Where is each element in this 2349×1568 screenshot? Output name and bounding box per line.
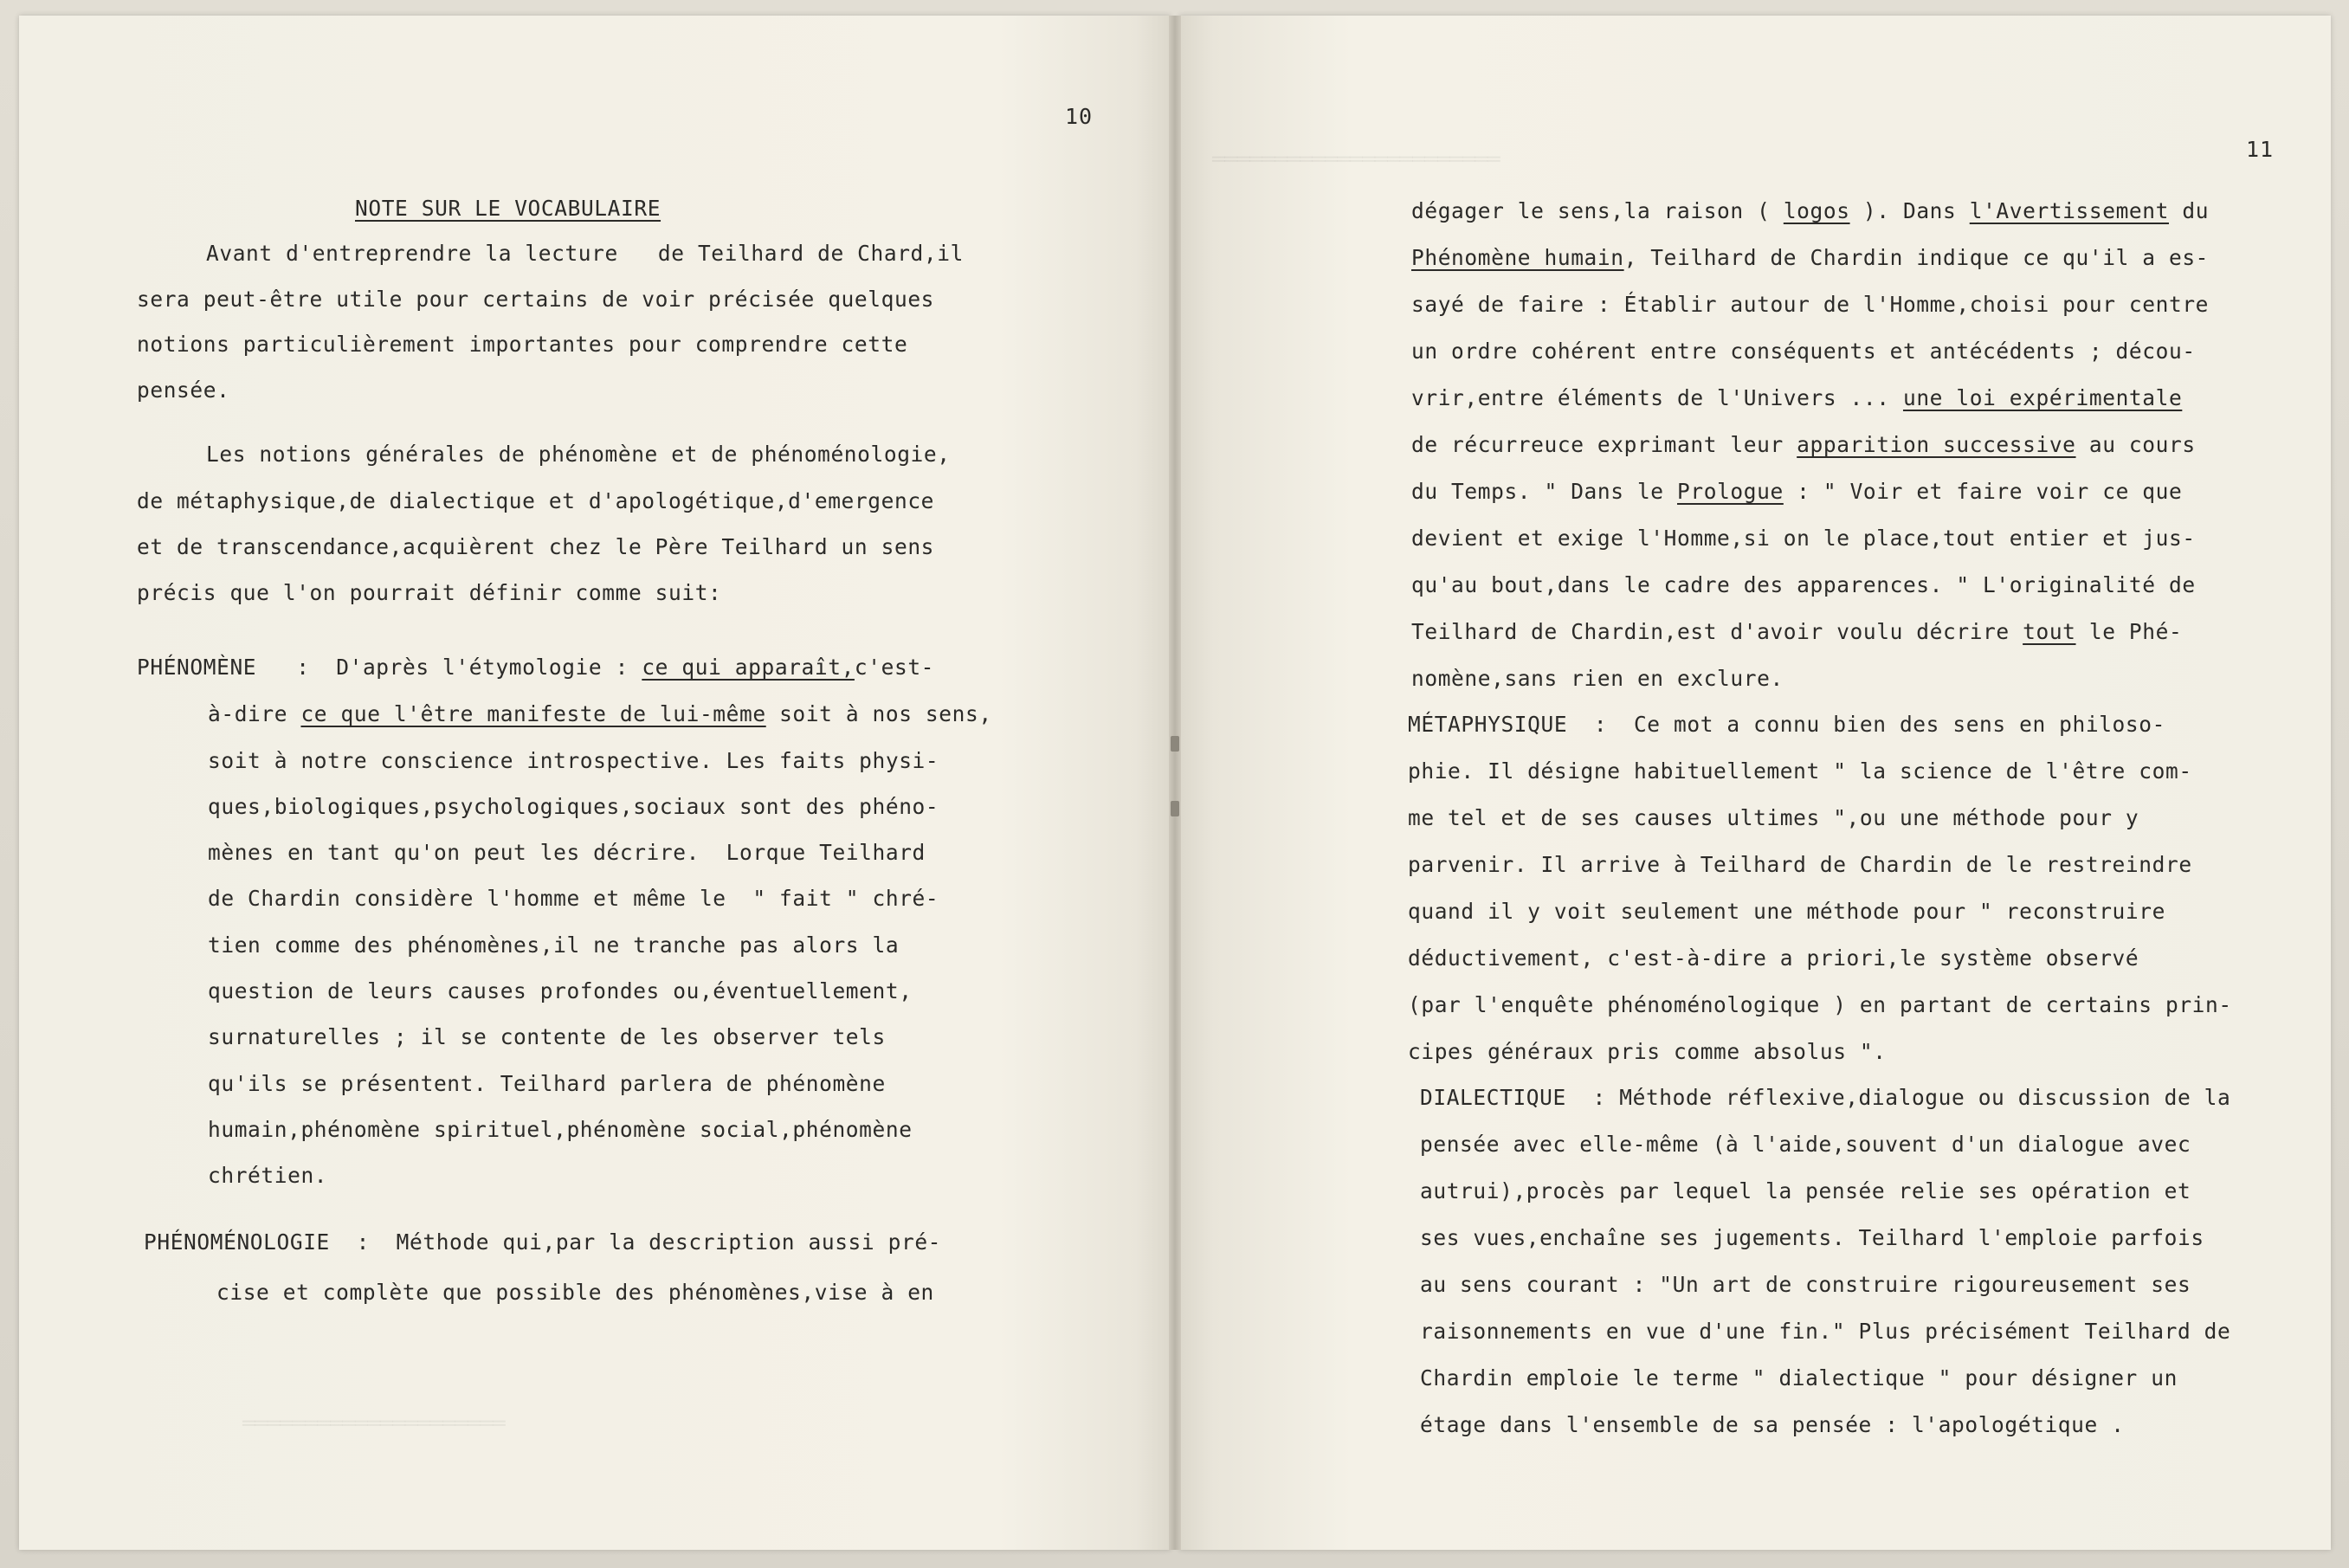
text-line: MÉTAPHYSIQUE : Ce mot a connu bien des sens en philoso- — [1408, 712, 2165, 737]
text-line: précis que l'on pourrait définir comme suit: — [137, 580, 722, 605]
show-through: ═══════════════════════ — [1212, 147, 1500, 171]
text-line: de Chardin considère l'homme et même le " fait " chré- — [208, 886, 939, 911]
text-line: cise et complète que possible des phénomènes,vise à en — [216, 1280, 934, 1305]
text-line: sayé de faire : Établir autour de l'Homme,choisi pour centre — [1411, 292, 2210, 317]
page-number-left: 10 — [1065, 104, 1094, 129]
text-line: ses vues,enchaîne ses jugements. Teilhard l'emploie parfois — [1420, 1225, 2204, 1250]
text-segment: du — [2169, 198, 2210, 223]
text-line: raisonnements en vue d'une fin." Plus précisément Teilhard de — [1420, 1319, 2231, 1344]
page-number-right: 11 — [2246, 137, 2275, 162]
text-line — [1411, 619, 2182, 645]
text-line: DIALECTIQUE : Méthode réflexive,dialogue ou discussion de la — [1420, 1085, 2231, 1110]
text-line: déductivement, c'est-à-dire a priori,le système observé — [1408, 945, 2139, 971]
underlined-term: une loi expérimentale — [1902, 385, 2183, 410]
text-line: un ordre cohérent entre conséquents et antécédents ; décou- — [1411, 339, 2196, 364]
text-line — [1411, 479, 2182, 505]
text-segment: : " Voir et faire voir ce que — [1783, 479, 2183, 504]
text-line: quand il y voit seulement une méthode pour " reconstruire — [1408, 899, 2165, 924]
text-line: (par l'enquête phénoménologique ) en partant de certains prin- — [1408, 992, 2232, 1017]
text-line: ques,biologiques,psychologiques,sociaux sont des phéno- — [208, 794, 939, 819]
text-line: sera peut-être utile pour certains de voir précisée quelques — [137, 287, 935, 312]
text-line: devient et exige l'Homme,si on le place,tout entier et jus- — [1411, 526, 2196, 551]
underlined-term: tout — [2023, 619, 2076, 644]
text-line: question de leurs causes profondes ou,éventuellement, — [208, 978, 913, 1003]
underlined-term: Phénomène humain — [1411, 245, 1624, 270]
text-line: et de transcendance,acquièrent chez le Père Teilhard un sens — [137, 534, 935, 559]
text-line: chrétien. — [208, 1163, 328, 1188]
text-line: étage dans l'ensemble de sa pensée : l'apologétique . — [1420, 1412, 2125, 1437]
text-line: cipes généraux pris comme absolus ". — [1408, 1039, 1887, 1064]
show-through: ═════════════════════ — [242, 1411, 506, 1436]
text-segment: dégager le sens,la raison ( — [1411, 198, 1784, 223]
text-line: nomène,sans rien en exclure. — [1411, 666, 1784, 691]
staple — [1171, 801, 1179, 816]
text-segment: du Temps. " Dans le — [1411, 479, 1678, 504]
text-segment: PHÉNOMÈNE : D'après l'étymologie : — [137, 655, 642, 680]
text-segment: ). Dans — [1849, 198, 1970, 223]
staple — [1171, 736, 1179, 752]
text-line: me tel et de ses causes ultimes ",ou une méthode pour y — [1408, 805, 2139, 830]
text-line — [1411, 432, 2196, 458]
text-segment: , Teilhard de Chardin indique ce qu'il a es- — [1623, 245, 2210, 270]
text-line: pensée avec elle-même (à l'aide,souvent d'un dialogue avec — [1420, 1132, 2191, 1157]
text-line: soit à notre conscience introspective. Les faits physi- — [208, 748, 939, 773]
text-segment: vrir,entre éléments de l'Univers ... — [1411, 385, 1903, 410]
text-segment: au cours — [2075, 432, 2196, 457]
underlined-term: apparition successive — [1797, 432, 2076, 457]
text-line: qu'au bout,dans le cadre des apparences. " L'originalité de — [1411, 572, 2196, 597]
text-line: Les notions générales de phénomène et de phénoménologie, — [206, 442, 951, 467]
book-gutter — [1169, 16, 1181, 1550]
text-line — [1411, 385, 2182, 411]
text-line: tien comme des phénomènes,il ne tranche pas alors la — [208, 932, 900, 958]
text-line: notions particulièrement importantes pour comprendre cette — [137, 332, 908, 357]
text-line: phie. Il désigne habituellement " la science de l'être com- — [1408, 758, 2192, 784]
text-segment: à-dire — [208, 701, 301, 726]
text-line: surnaturelles ; il se contente de les observer tels — [208, 1024, 886, 1049]
text-line — [1411, 245, 2209, 271]
text-line: humain,phénomène spirituel,phénomène social,phénomène — [208, 1117, 913, 1142]
text-line: au sens courant : "Un art de construire rigoureusement ses — [1420, 1272, 2191, 1297]
text-line: de métaphysique,de dialectique et d'apologétique,d'emergence — [137, 488, 935, 513]
text-line: Avant d'entreprendre la lecture de Teilhard de Chard,il — [206, 241, 964, 266]
section-title: NOTE SUR LE VOCABULAIRE — [355, 196, 661, 221]
text-segment: Teilhard de Chardin,est d'avoir voulu décrire — [1411, 619, 2023, 644]
text-line: parvenir. Il arrive à Teilhard de Chardin de le restreindre — [1408, 852, 2192, 877]
text-segment: soit à nos sens, — [765, 701, 992, 726]
underlined-term: ce que l'être manifeste de lui-même — [300, 701, 766, 726]
text-line: PHÉNOMÉNOLOGIE : Méthode qui,par la description aussi pré- — [144, 1229, 942, 1255]
underlined-term: ce qui apparaît, — [642, 655, 855, 680]
text-line: autrui),procès par lequel la pensée relie ses opération et — [1420, 1178, 2191, 1203]
text-line — [137, 655, 934, 681]
text-line: Chardin emploie le terme " dialectique " pour désigner un — [1420, 1365, 2178, 1391]
text-line: qu'ils se présentent. Teilhard parlera de phénomène — [208, 1071, 886, 1096]
underlined-term: Prologue — [1677, 479, 1784, 504]
text-line — [1411, 198, 2209, 224]
text-segment: le Phé- — [2075, 619, 2183, 644]
underlined-term: l'Avertissement — [1969, 198, 2169, 223]
text-segment: de récurreuce exprimant leur — [1411, 432, 1797, 457]
underlined-term: logos — [1783, 198, 1850, 223]
text-segment: c'est- — [854, 655, 935, 680]
text-line: mènes en tant qu'on peut les décrire. Lorque Teilhard — [208, 840, 926, 865]
text-line: pensée. — [137, 377, 230, 403]
text-line — [208, 701, 992, 727]
